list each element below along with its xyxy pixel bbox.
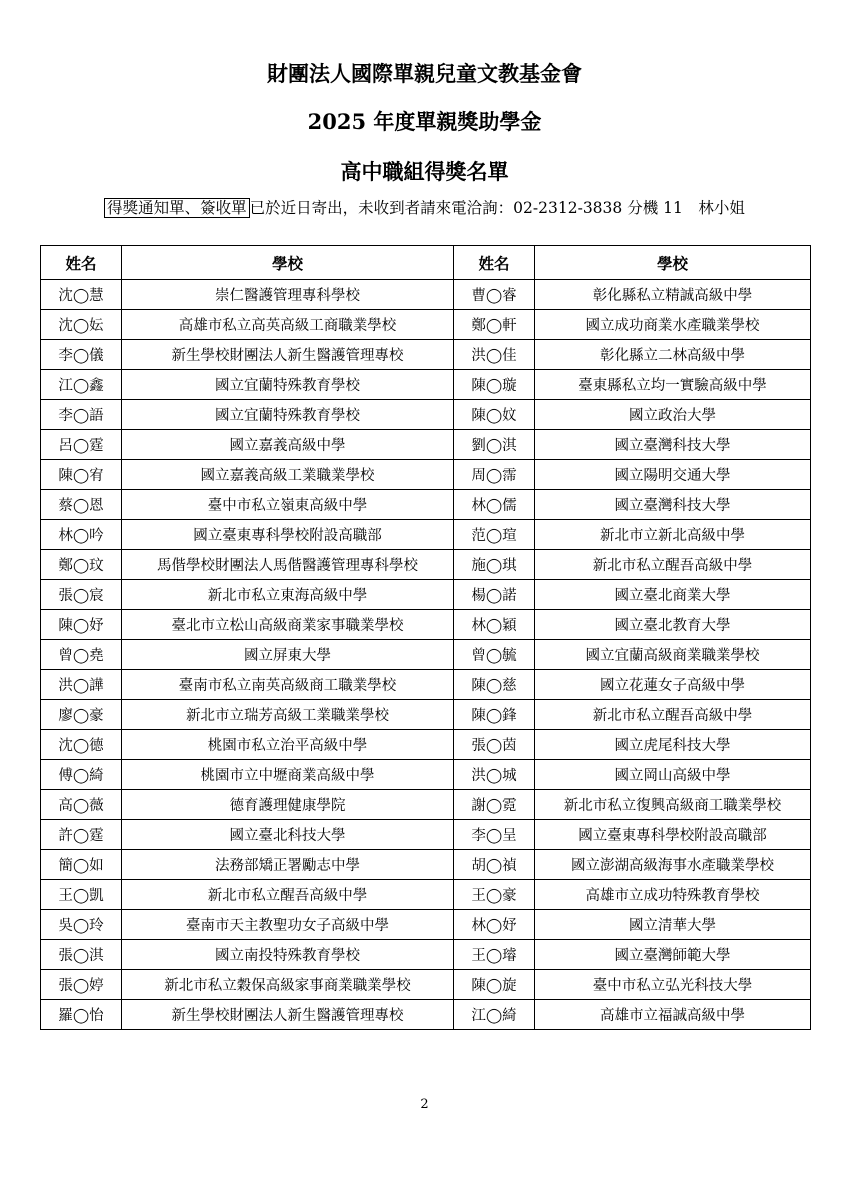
cell-school-right: 國立臺東專科學校附設高職部: [535, 820, 811, 850]
cell-name-left: 許◯霆: [41, 820, 122, 850]
cell-name-left: 江◯鑫: [41, 370, 122, 400]
cell-school-left: 新北市立瑞芳高級工業職業學校: [122, 700, 454, 730]
cell-school-left: 桃園市私立治平高級中學: [122, 730, 454, 760]
cell-school-right: 國立政治大學: [535, 400, 811, 430]
organization-title: 財團法人國際單親兒童文教基金會: [267, 61, 582, 86]
cell-name-left: 呂◯霆: [41, 430, 122, 460]
cell-name-left: 吳◯玲: [41, 910, 122, 940]
cell-school-left: 德育護理健康學院: [122, 790, 454, 820]
cell-school-right: 臺東縣私立均一實驗高級中學: [535, 370, 811, 400]
cell-school-right: 臺中市私立弘光科技大學: [535, 970, 811, 1000]
cell-name-left: 洪◯譁: [41, 670, 122, 700]
cell-name-left: 李◯語: [41, 400, 122, 430]
cell-name-left: 張◯宸: [41, 580, 122, 610]
cell-name-left: 陳◯妤: [41, 610, 122, 640]
cell-name-right: 江◯綺: [454, 1000, 535, 1030]
cell-name-right: 周◯霈: [454, 460, 535, 490]
cell-name-right: 陳◯妏: [454, 400, 535, 430]
program-title: 2025 年度單親獎助學金: [307, 109, 542, 134]
cell-name-right: 王◯豪: [454, 880, 535, 910]
cell-school-right: 國立臺灣師範大學: [535, 940, 811, 970]
list-title: 高中職組得獎名單: [340, 159, 509, 184]
cell-name-left: 張◯淇: [41, 940, 122, 970]
table-row: [41, 490, 811, 520]
cell-school-left: 臺南市天主教聖功女子高級中學: [122, 910, 454, 940]
cell-school-left: 國立嘉義高級工業職業學校: [122, 460, 454, 490]
cell-school-right: 國立宜蘭高級商業職業學校: [535, 640, 811, 670]
cell-school-left: 國立臺北科技大學: [122, 820, 454, 850]
cell-name-right: 施◯琪: [454, 550, 535, 580]
cell-school-left: 臺北市立松山高級商業家事職業學校: [122, 610, 454, 640]
cell-school-right: 彰化縣私立精誠高級中學: [535, 280, 811, 310]
cell-school-left: 國立嘉義高級中學: [122, 430, 454, 460]
cell-school-left: 崇仁醫護管理專科學校: [122, 280, 454, 310]
cell-school-right: 彰化縣立二林高級中學: [535, 340, 811, 370]
cell-school-left: 高雄市私立高英高級工商職業學校: [122, 310, 454, 340]
notice-boxed-label: 得獎通知單、簽收單: [104, 198, 250, 218]
cell-name-left: 廖◯豪: [41, 700, 122, 730]
cell-name-left: 沈◯妘: [41, 310, 122, 340]
notice-text: 已於近日寄出，未收到者請來電洽詢：02-2312-3838 分機 11 林小姐: [249, 199, 745, 217]
table-row: [41, 550, 811, 580]
cell-school-right: 國立臺灣科技大學: [535, 490, 811, 520]
table-row: [41, 970, 811, 1000]
cell-school-left: 國立宜蘭特殊教育學校: [122, 400, 454, 430]
cell-name-left: 張◯婷: [41, 970, 122, 1000]
table-row: [41, 700, 811, 730]
header-name-right: 姓名: [454, 246, 535, 280]
table-header-row: [41, 246, 811, 280]
cell-name-right: 陳◯鋒: [454, 700, 535, 730]
cell-name-right: 楊◯諾: [454, 580, 535, 610]
cell-school-left: 法務部矯正署勵志中學: [122, 850, 454, 880]
cell-school-left: 新北市私立東海高級中學: [122, 580, 454, 610]
cell-name-left: 曾◯堯: [41, 640, 122, 670]
table-row: [41, 820, 811, 850]
cell-name-right: 謝◯霓: [454, 790, 535, 820]
cell-school-left: 桃園市立中壢商業高級中學: [122, 760, 454, 790]
table-row: [41, 1000, 811, 1030]
cell-school-left: 國立宜蘭特殊教育學校: [122, 370, 454, 400]
table-row: [41, 370, 811, 400]
table-row: [41, 880, 811, 910]
notice-line: [0, 196, 849, 218]
cell-name-left: 羅◯怡: [41, 1000, 122, 1030]
cell-name-left: 沈◯慧: [41, 280, 122, 310]
cell-name-right: 張◯茵: [454, 730, 535, 760]
cell-name-right: 林◯妤: [454, 910, 535, 940]
awardee-table: [40, 245, 811, 1030]
cell-school-right: 國立成功商業水產職業學校: [535, 310, 811, 340]
cell-name-right: 陳◯璇: [454, 370, 535, 400]
table-body: [41, 280, 811, 1030]
table-row: [41, 400, 811, 430]
table-row: [41, 580, 811, 610]
table-row: [41, 910, 811, 940]
cell-school-right: 國立虎尾科技大學: [535, 730, 811, 760]
cell-name-left: 李◯儀: [41, 340, 122, 370]
cell-school-left: 國立南投特殊教育學校: [122, 940, 454, 970]
cell-name-right: 李◯呈: [454, 820, 535, 850]
header-school-left: 學校: [122, 246, 454, 280]
table-row: [41, 430, 811, 460]
cell-school-right: 高雄市立成功特殊教育學校: [535, 880, 811, 910]
cell-school-right: 新北市私立復興高級商工職業學校: [535, 790, 811, 820]
cell-name-right: 范◯瑄: [454, 520, 535, 550]
cell-school-left: 國立屏東大學: [122, 640, 454, 670]
cell-school-left: 臺中市私立嶺東高級中學: [122, 490, 454, 520]
table-row: [41, 340, 811, 370]
table-row: [41, 760, 811, 790]
cell-name-right: 曾◯毓: [454, 640, 535, 670]
cell-name-left: 王◯凱: [41, 880, 122, 910]
header-school-right: 學校: [535, 246, 811, 280]
cell-name-right: 陳◯旋: [454, 970, 535, 1000]
cell-name-left: 陳◯宥: [41, 460, 122, 490]
cell-name-right: 胡◯禎: [454, 850, 535, 880]
cell-name-right: 林◯穎: [454, 610, 535, 640]
cell-name-right: 劉◯淇: [454, 430, 535, 460]
cell-name-left: 林◯吟: [41, 520, 122, 550]
cell-name-right: 洪◯佳: [454, 340, 535, 370]
cell-school-left: 新北市私立穀保高級家事商業職業學校: [122, 970, 454, 1000]
cell-name-left: 鄭◯玟: [41, 550, 122, 580]
table-row: [41, 460, 811, 490]
table-row: [41, 730, 811, 760]
table-row: [41, 280, 811, 310]
table-row: [41, 610, 811, 640]
cell-school-left: 國立臺東專科學校附設高職部: [122, 520, 454, 550]
cell-name-right: 鄭◯軒: [454, 310, 535, 340]
cell-name-right: 陳◯慈: [454, 670, 535, 700]
cell-name-left: 傅◯綺: [41, 760, 122, 790]
cell-school-left: 臺南市私立南英高級商工職業學校: [122, 670, 454, 700]
cell-school-right: 國立澎湖高級海事水產職業學校: [535, 850, 811, 880]
cell-school-right: 新北市立新北高級中學: [535, 520, 811, 550]
cell-school-left: 新北市私立醒吾高級中學: [122, 880, 454, 910]
cell-school-right: 國立清華大學: [535, 910, 811, 940]
table-row: [41, 940, 811, 970]
cell-school-right: 新北市私立醒吾高級中學: [535, 550, 811, 580]
table-row: [41, 670, 811, 700]
header-name-left: 姓名: [41, 246, 122, 280]
cell-school-right: 國立臺北教育大學: [535, 610, 811, 640]
cell-name-right: 洪◯城: [454, 760, 535, 790]
cell-school-right: 高雄市立福誠高級中學: [535, 1000, 811, 1030]
cell-name-right: 曹◯睿: [454, 280, 535, 310]
cell-school-left: 新生學校財團法人新生醫護管理專校: [122, 1000, 454, 1030]
cell-name-left: 高◯薇: [41, 790, 122, 820]
table-row: [41, 790, 811, 820]
cell-name-left: 沈◯德: [41, 730, 122, 760]
cell-school-right: 新北市私立醒吾高級中學: [535, 700, 811, 730]
cell-school-left: 新生學校財團法人新生醫護管理專校: [122, 340, 454, 370]
cell-school-right: 國立陽明交通大學: [535, 460, 811, 490]
table-row: [41, 310, 811, 340]
cell-school-right: 國立花蓮女子高級中學: [535, 670, 811, 700]
cell-name-left: 簡◯如: [41, 850, 122, 880]
table-row: [41, 520, 811, 550]
cell-name-right: 林◯儒: [454, 490, 535, 520]
cell-school-right: 國立岡山高級中學: [535, 760, 811, 790]
page-number: 2: [420, 1097, 429, 1112]
table-row: [41, 640, 811, 670]
cell-school-right: 國立臺北商業大學: [535, 580, 811, 610]
cell-name-left: 蔡◯恩: [41, 490, 122, 520]
cell-school-left: 馬偕學校財團法人馬偕醫護管理專科學校: [122, 550, 454, 580]
cell-school-right: 國立臺灣科技大學: [535, 430, 811, 460]
table-row: [41, 850, 811, 880]
cell-name-right: 王◯璿: [454, 940, 535, 970]
